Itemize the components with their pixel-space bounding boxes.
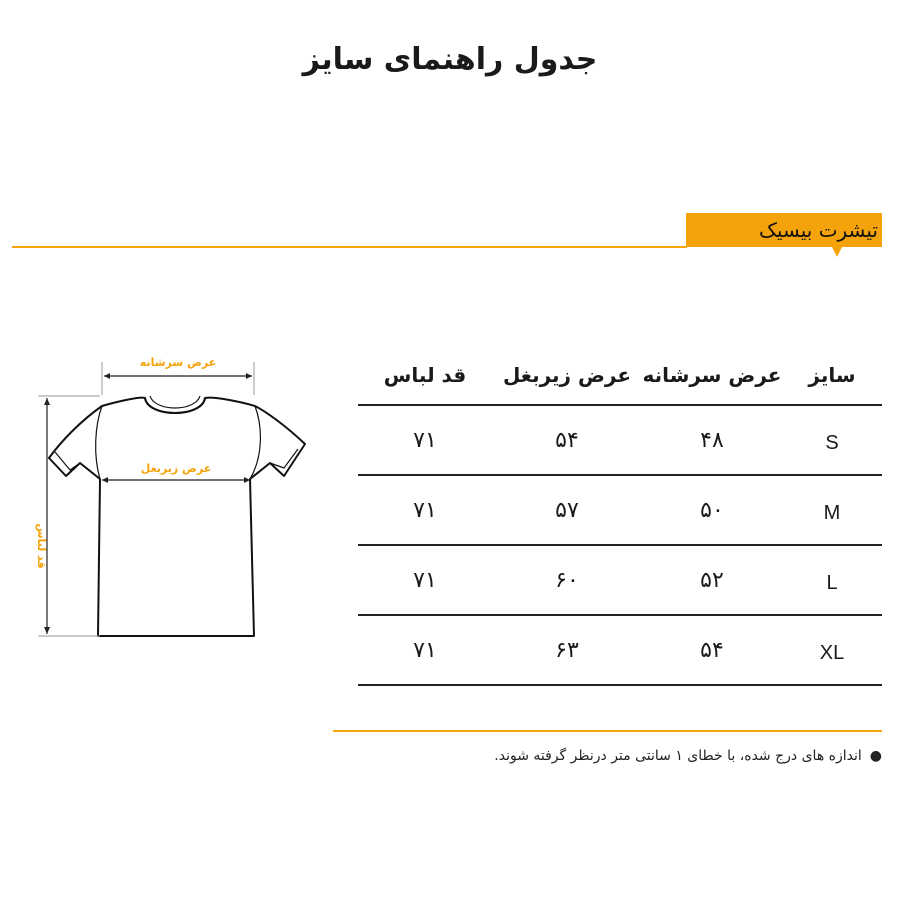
tshirt-size-diagram (0, 340, 330, 650)
size-cell: M (782, 475, 882, 545)
size-table (358, 346, 882, 686)
measurement-note (494, 748, 882, 764)
header-length: قد لباس (358, 346, 492, 405)
header-chest: عرض زیربغل (492, 346, 642, 405)
length-cell: ۷۱ (358, 475, 492, 545)
note-text: اندازه های درج شده، با خطای ۱ سانتی متر درنظر گرفته شوند. (494, 748, 862, 764)
table-row (358, 475, 882, 545)
length-cell: ۷۱ (358, 405, 492, 475)
bullet-icon: ● (869, 748, 882, 764)
table-row (358, 545, 882, 615)
size-cell: L (782, 545, 882, 615)
shoulder-cell: ۵۲ (642, 545, 782, 615)
header-size: سایز (782, 346, 882, 405)
shoulder-cell: ۵۰ (642, 475, 782, 545)
length-cell: ۷۱ (358, 615, 492, 685)
shoulder-cell: ۵۴ (642, 615, 782, 685)
length-arrow-bottom-icon (44, 627, 50, 634)
chest-cell: ۶۳ (492, 615, 642, 685)
section-divider (12, 246, 687, 248)
shoulder-arrow-right-icon (246, 373, 252, 379)
tshirt-icon (49, 396, 305, 636)
table-header-row (358, 346, 882, 405)
length-cell: ۷۱ (358, 545, 492, 615)
page-title: جدول راهنمای سایز (302, 42, 598, 77)
chest-arrow-left-icon (102, 477, 108, 483)
table-row (358, 405, 882, 475)
size-cell: XL (782, 615, 882, 685)
section-label: تیشرت بیسیک (686, 213, 882, 247)
shoulder-dimension-label: عرض سرشانه (139, 356, 217, 369)
chest-dimension-label: عرض زیربغل (140, 462, 212, 475)
chest-cell: ۵۴ (492, 405, 642, 475)
section-label-notch (832, 247, 842, 257)
note-divider (333, 730, 882, 732)
shoulder-cell: ۴۸ (642, 405, 782, 475)
header-shoulder: عرض سرشانه (642, 346, 782, 405)
chest-cell: ۶۰ (492, 545, 642, 615)
length-dimension-label: قد لباس (35, 523, 48, 569)
size-cell: S (782, 405, 882, 475)
length-arrow-top-icon (44, 398, 50, 405)
table-row (358, 615, 882, 685)
chest-cell: ۵۷ (492, 475, 642, 545)
shoulder-arrow-left-icon (104, 373, 110, 379)
